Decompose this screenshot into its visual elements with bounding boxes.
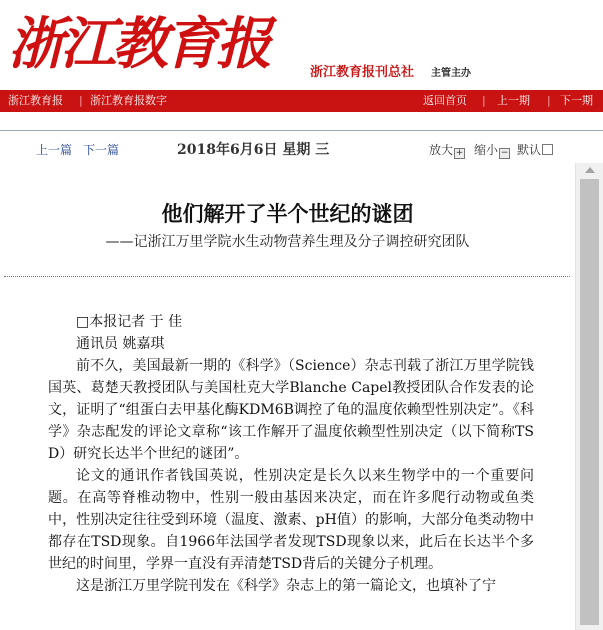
- article-content: [0, 163, 575, 630]
- checkbox-icon[interactable]: [542, 144, 553, 155]
- zoom-in-label: 放大: [429, 143, 454, 157]
- byline-reporter: □本报记者 于 佳: [76, 314, 183, 330]
- supervisor-label: 主管主办: [431, 68, 471, 79]
- zoom-out-label: 缩小: [474, 143, 499, 157]
- vertical-scrollbar[interactable]: [575, 163, 603, 630]
- nav-separator: |: [79, 94, 83, 107]
- nav-separator: |: [547, 94, 551, 107]
- newspaper-logo[interactable]: 浙江教育报: [8, 11, 268, 77]
- paragraph: 这是浙江万里学院刊发在《科学》杂志上的第一篇论文，也填补了宁: [76, 578, 496, 594]
- next-article-link[interactable]: 下一篇: [83, 143, 120, 157]
- masthead: [0, 0, 603, 90]
- article-subtitle: ——记浙江万里学院水生动物营养生理及分子调控研究团队: [105, 234, 470, 250]
- divider: [4, 276, 570, 277]
- nav-link-digital[interactable]: 浙江教育报数字: [90, 94, 167, 107]
- issue-date: 2018年6月6日 星期 三: [177, 142, 330, 158]
- nav-separator: |: [482, 94, 486, 107]
- nav-bar: [0, 90, 603, 112]
- scroll-up-arrow-icon[interactable]: [585, 167, 595, 173]
- article-title: 他们解开了半个世纪的谜团: [161, 202, 414, 226]
- prev-article-link[interactable]: 上一篇: [36, 143, 73, 157]
- minus-icon[interactable]: −: [500, 148, 509, 158]
- paragraph: 前不久，美国最新一期的《科学》（Science）杂志刊载了浙江万里学院钱国英、葛楚天教授团队与美国杜克大学Blanche Capel教授团队合作发表的论文，证明了“组蛋白去甲基化酶KDM6B调控了龟的温度依赖型性别决定”。《科学》杂志配发的评论文章称“该工作解开了温度依赖型性别决定（以下简称TSD）研究长达半个世纪的谜团”。: [48, 358, 534, 462]
- default-size-control[interactable]: [517, 141, 553, 158]
- nav-link-newspaper[interactable]: 浙江教育报: [8, 94, 63, 107]
- plus-icon[interactable]: +: [455, 148, 464, 158]
- article-body: [48, 311, 534, 597]
- byline-correspondent: 通讯员 姚嘉琪: [76, 336, 165, 352]
- nav-link-prev-issue[interactable]: 上一期: [497, 94, 530, 107]
- zoom-in-control[interactable]: [429, 141, 465, 159]
- nav-link-home[interactable]: 返回首页: [423, 94, 467, 107]
- zoom-out-control[interactable]: [474, 141, 510, 159]
- publisher-name: 浙江教育报刊总社: [310, 65, 415, 80]
- nav-link-next-issue[interactable]: 下一期: [560, 94, 593, 107]
- article-toolbar: [0, 130, 603, 162]
- paragraph: 论文的通讯作者钱国英说，性别决定是长久以来生物学中的一个重要问题。在高等脊椎动物中，性别一般由基因来决定，而在许多爬行动物或鱼类中，性别决定往往受到环境（温度、激素、pH值）的影响，大部分龟类动物中都存在TSD现象。自1966年法国学者发现TSD现象以来，此后在长达半个多世纪的时间里，学界一直没有弄清楚TSD背后的关键分子机理。: [48, 468, 534, 572]
- scrollbar-thumb[interactable]: [580, 179, 599, 625]
- default-size-label: 默认: [517, 143, 542, 157]
